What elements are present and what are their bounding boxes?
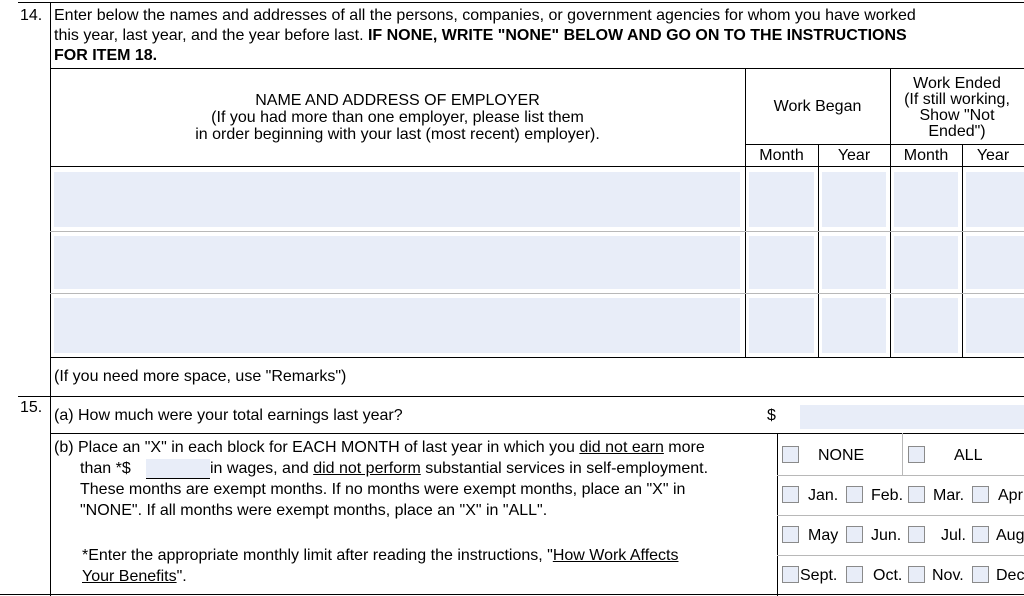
month-checkbox-aug[interactable] xyxy=(972,526,989,543)
employer-1-ended-year[interactable] xyxy=(966,172,1024,227)
month-label-feb: Feb. xyxy=(871,487,904,504)
item15b-line1-post: more xyxy=(663,439,705,456)
month-checkbox-jun[interactable] xyxy=(846,526,863,543)
item14-instructions-line2 xyxy=(54,26,907,46)
employer-1-began-month[interactable] xyxy=(749,172,814,227)
employer-3-began-month[interactable] xyxy=(749,298,814,353)
item14-instructions-line3 xyxy=(54,46,157,66)
how-work-affects-link[interactable]: How Work Affects xyxy=(552,547,679,564)
item15b-line2-post: substantial services in self-employment. xyxy=(420,460,709,477)
month-label-may: May xyxy=(808,527,839,544)
total-earnings-input[interactable] xyxy=(800,405,1024,429)
month-label-dec: Dec xyxy=(996,567,1024,584)
note-pre: *Enter the appropriate monthly limit after reading the instructions, " xyxy=(82,547,553,564)
employer-header xyxy=(50,92,745,143)
monthly-limit-input[interactable] xyxy=(146,459,210,479)
item14-number: 14. xyxy=(20,7,43,24)
item14-line2-bold: IF NONE, WRITE "NONE" BELOW AND GO ON TO THE INSTRUCTIONS xyxy=(367,27,907,44)
work-began-month-header: Month xyxy=(759,147,804,164)
employer-1-name-address[interactable] xyxy=(54,172,740,227)
employer-1-began-year[interactable] xyxy=(822,172,886,227)
item15b-line3: These months are exempt months. If no months were exempt months, place an "X" in xyxy=(80,481,686,498)
work-ended-month-header: Month xyxy=(903,147,949,164)
month-label-apr: Apr xyxy=(998,487,1023,504)
employer-1-ended-month[interactable] xyxy=(894,172,958,227)
work-ended-year-header: Year xyxy=(976,147,1010,164)
work-ended-line1: Work Ended xyxy=(913,75,1001,92)
month-checkbox-jan[interactable] xyxy=(782,486,799,503)
month-checkbox-mar[interactable] xyxy=(908,486,925,503)
employer-3-ended-month[interactable] xyxy=(894,298,958,353)
monthly-limit-note xyxy=(82,546,678,566)
month-label-jul: Jul. xyxy=(941,527,966,544)
item15b-line2-rest xyxy=(210,459,708,479)
month-label-nov: Nov. xyxy=(932,567,964,584)
employer-header-line3: in order beginning with your last (most recent) employer). xyxy=(195,126,600,143)
item15b-line1 xyxy=(54,438,705,458)
work-began-year-header: Year xyxy=(837,147,871,164)
month-checkbox-apr[interactable] xyxy=(972,486,989,503)
item14-line3-bold: FOR ITEM 18. xyxy=(54,47,158,64)
item15-number: 15. xyxy=(20,399,43,416)
employer-2-ended-year[interactable] xyxy=(966,236,1024,289)
month-label-jan: Jan. xyxy=(808,487,839,504)
item15b-line4: "NONE". If all months were exempt months, place an "X" in "ALL". xyxy=(80,502,548,519)
month-checkbox-feb[interactable] xyxy=(846,486,863,503)
employer-3-ended-year[interactable] xyxy=(966,298,1024,353)
employer-header-title: NAME AND ADDRESS OF EMPLOYER xyxy=(255,92,540,109)
item15b-line2-pre: than *$ xyxy=(80,460,131,477)
note-post: ". xyxy=(176,568,187,585)
employer-3-name-address[interactable] xyxy=(54,298,740,353)
month-checkbox-jul[interactable] xyxy=(908,526,925,543)
month-label-mar: Mar. xyxy=(933,487,965,504)
monthly-limit-note-line2 xyxy=(82,567,187,587)
month-checkbox-oct[interactable] xyxy=(846,566,863,583)
item15b-line1-pre: (b) Place an "X" in each block for EACH MONTH of last year in which you xyxy=(54,439,580,456)
month-checkbox-sept[interactable] xyxy=(782,566,799,583)
more-space-note: (If you need more space, use "Remarks") xyxy=(54,368,347,385)
employer-3-began-year[interactable] xyxy=(822,298,886,353)
work-ended-header xyxy=(890,76,1024,140)
item15b-did-not-perform: did not perform xyxy=(313,460,421,477)
all-label: ALL xyxy=(954,447,983,464)
item15b-did-not-earn: did not earn xyxy=(579,439,664,456)
month-label-jun: Jun. xyxy=(871,527,902,544)
month-checkbox-dec[interactable] xyxy=(972,566,989,583)
all-checkbox[interactable] xyxy=(908,446,925,463)
month-label-sept: Sept. xyxy=(800,567,838,584)
item14-line2-normal: this year, last year, and the year before last. xyxy=(54,27,368,44)
month-label-oct: Oct. xyxy=(873,567,903,584)
work-began-header: Work Began xyxy=(773,98,862,115)
your-benefits-link[interactable]: Your Benefits xyxy=(82,568,177,585)
employer-header-line2: (If you had more than one employer, please list them xyxy=(211,109,584,126)
item14-instructions-line1: Enter below the names and addresses of all the persons, companies, or government agencies for whom you have worked xyxy=(54,7,916,24)
item15b-line2-mid: in wages, and xyxy=(210,460,314,477)
work-ended-line3: Show "Not xyxy=(919,107,995,124)
month-checkbox-nov[interactable] xyxy=(908,566,925,583)
employer-2-began-month[interactable] xyxy=(749,236,814,289)
none-label: NONE xyxy=(818,447,865,464)
work-ended-line2: (If still working, xyxy=(904,91,1010,108)
none-checkbox[interactable] xyxy=(782,446,799,463)
employer-2-began-year[interactable] xyxy=(822,236,886,289)
month-checkbox-may[interactable] xyxy=(782,526,799,543)
employer-2-name-address[interactable] xyxy=(54,236,740,289)
work-ended-line4: Ended") xyxy=(928,123,986,140)
dollar-sign: $ xyxy=(767,407,776,424)
item15b-line2 xyxy=(80,459,131,479)
item15a-question: (a) How much were your total earnings last year? xyxy=(54,407,403,424)
employer-2-ended-month[interactable] xyxy=(894,236,958,289)
month-label-aug: Aug xyxy=(996,527,1024,544)
